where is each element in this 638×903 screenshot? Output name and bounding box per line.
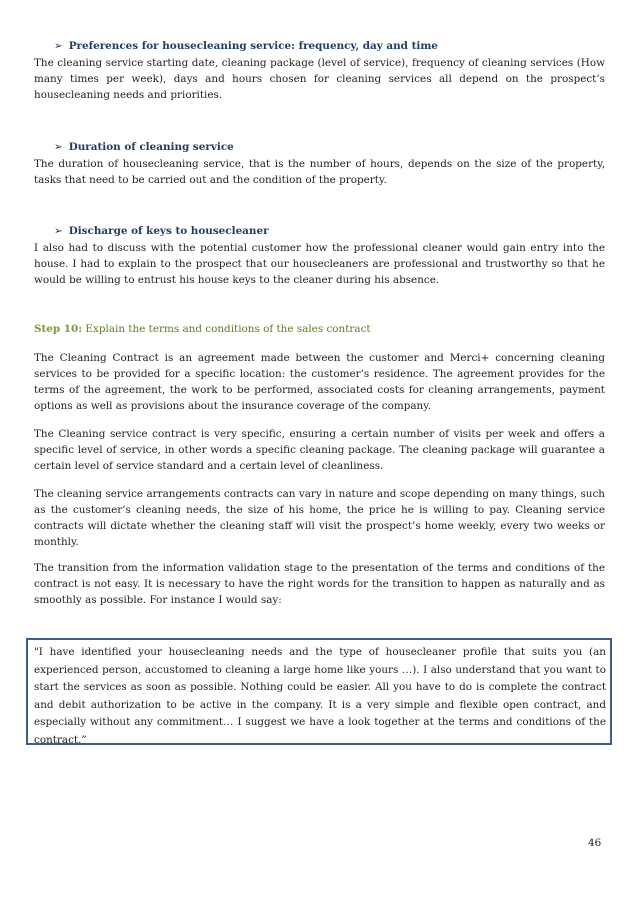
arrow-bullet-icon: ➢	[54, 141, 63, 153]
section-body-keys: I also had to discuss with the potential customer how the professional cleaner would gain entry into the house. I had to explain to the prospect that our housecleaners are professional and trustworthy so that he would be willing to entrust his house keys to the cleaner during his absence.	[34, 242, 605, 286]
section-heading-preferences	[54, 40, 438, 52]
quote-text: "I have identified your housecleaning needs and the type of housecleaner profile that suits you (an experienced person, accustomed to cleaning a large home like yours …). I also understand that you want to start the services as soon as possible. Nothing could be easier. All you have to do is complete the contract and debit authorization to be active in the company. It is a very simple and flexible open contract, and especially without any commitment… I suggest we have a look together at the terms and conditions of the contract.”	[34, 646, 606, 746]
paragraph-cleaning-contract: The Cleaning Contract is an agreement made between the customer and Merci+ concerning cleaning services to be provided for a specific location: the customer’s residence. The agreement provides for the terms of the agreement, the work to be performed, associated costs for cleaning arrangements, payment options as well as provisions about the insurance coverage of the company.	[34, 352, 605, 412]
page-number: 46	[588, 837, 602, 849]
quote-box	[26, 638, 612, 745]
section-heading-duration	[54, 141, 234, 153]
step-title: Explain the terms and conditions of the sales contract	[85, 323, 371, 335]
step-label: Step 10:	[34, 323, 83, 335]
arrow-bullet-icon: ➢	[54, 40, 63, 52]
arrow-bullet-icon: ➢	[54, 225, 63, 237]
section-body-preferences: The cleaning service starting date, cleaning package (level of service), frequency of cleaning services (How many times per week), days and hours chosen for cleaning services all depend on the prospect’s housecleaning needs and priorities.	[34, 57, 605, 101]
section-heading-text: Preferences for housecleaning service: frequency, day and time	[68, 40, 438, 52]
section-heading-text: Discharge of keys to housecleaner	[68, 225, 269, 237]
section-heading-text: Duration of cleaning service	[68, 141, 234, 153]
step-heading	[34, 323, 371, 335]
section-body-duration: The duration of housecleaning service, that is the number of hours, depends on the size of the property, tasks that need to be carried out and the condition of the property.	[34, 158, 605, 186]
section-heading-keys	[54, 225, 269, 237]
paragraph-transition: The transition from the information validation stage to the presentation of the terms and conditions of the contract is not easy. It is necessary to have the right words for the transition to happen as naturally and as smoothly as possible. For instance I would say:	[34, 562, 605, 606]
paragraph-arrangements: The cleaning service arrangements contracts can vary in nature and scope depending on many things, such as the customer’s cleaning needs, the size of his home, the price he is willing to pay. Cleaning service contracts will dictate whether the cleaning staff will visit the prospect’s home weekly, every two weeks or monthly.	[34, 488, 605, 548]
paragraph-service-contract: The Cleaning service contract is very specific, ensuring a certain number of visits per week and offers a specific level of service, in other words a specific cleaning package. The cleaning package will guarantee a certain level of service standard and a certain level of cleanliness.	[34, 428, 605, 472]
